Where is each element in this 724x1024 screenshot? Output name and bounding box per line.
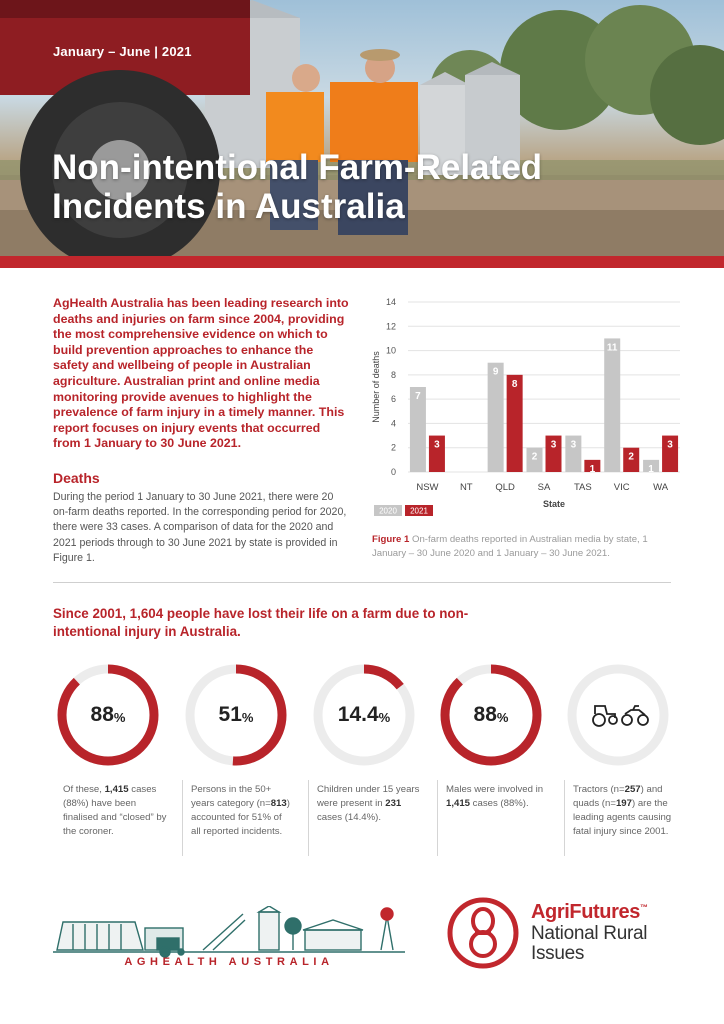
stat-unit: % <box>113 709 126 725</box>
aghealth-wordmark: AGHEALTH AUSTRALIA <box>124 956 334 968</box>
section-divider <box>53 582 671 583</box>
stat-number: 51 <box>218 703 242 726</box>
bar-value-label: 3 <box>550 439 557 451</box>
stat-text-part: Of these, <box>63 784 105 795</box>
x-axis-label: State <box>542 499 566 509</box>
stat-description <box>317 783 421 825</box>
bar-value-label: 3 <box>667 439 673 451</box>
stat-divider <box>308 780 309 856</box>
stat-ring-3 <box>311 662 417 768</box>
intro-paragraph: AgHealth Australia has been leading research into deaths and injuries on farm since 2004, providing the most comprehensive evidence on which to build prevention approaches to enhance the safety and wellbeing of people in Australian agriculture. Australian print and online media monitoring provide avenues to highlight the prevalence of farm injury in a timely manner. This report focuses on injury events that occurred from 1 January to 30 June 2021. <box>53 296 349 451</box>
x-tick-label: SA <box>537 482 551 493</box>
deaths-by-state-chart <box>370 292 690 524</box>
deaths-body: During the period 1 January to 30 June 2021, there were 20 on-farm deaths reported. In the corresponding period for 2020, there were 33 cases. A comparison of data for the 2020 and 2021 periods through to 30 June 2021 by state is provided in Figure 1. <box>53 491 347 564</box>
stat-text-part: ) and quads (n= <box>573 784 663 809</box>
stat-text-part: cases (88%) have been finalised and “closed” by the coroner. <box>63 784 167 837</box>
stat-value <box>311 662 417 768</box>
stat-divider <box>564 780 565 856</box>
legend-label-2020: 2020 <box>379 506 397 516</box>
figure-caption-text: On-farm deaths reported in Australian media by state, 1 January – 30 June 2020 and 1 January – 30 June 2021. <box>372 534 648 559</box>
stat-text-part: ) are the leading agents causing fatal injury since 2001. <box>573 798 672 837</box>
page-title: Non-intentional Farm-Related Incidents in Australia <box>52 148 543 226</box>
bar-2020-qld <box>488 363 504 472</box>
stat-text-part: cases (14.4%). <box>317 812 381 823</box>
stat-text-part: Children under 15 years were present in <box>317 784 420 809</box>
accent-band <box>0 256 724 268</box>
stat-divider <box>437 780 438 856</box>
bar-value-label: 9 <box>492 366 499 378</box>
stat-description <box>191 783 291 839</box>
agrifutures-subtitle-line1: National Rural <box>531 923 648 944</box>
stat-description <box>573 783 673 839</box>
x-tick-label: NT <box>459 482 473 493</box>
stat-number: 88 <box>473 703 497 726</box>
stat-number: 14.4 <box>337 703 379 726</box>
agrifutures-name: AgriFutures <box>531 901 640 923</box>
y-axis-label: Number of deaths <box>371 351 381 423</box>
x-tick-label: TAS <box>573 482 592 493</box>
x-tick-label: QLD <box>495 482 515 493</box>
stat-count: 1,415 <box>104 784 129 795</box>
bar-value-label: 2 <box>628 451 634 463</box>
y-tick-label: 12 <box>385 321 396 332</box>
y-tick-label: 8 <box>390 369 396 380</box>
stat-count: 197 <box>615 798 632 809</box>
stat-value <box>183 662 289 768</box>
stat-count: 231 <box>385 798 402 809</box>
bar-value-label: 11 <box>606 342 618 354</box>
hero-banner <box>0 0 724 256</box>
bar-value-label: 1 <box>648 463 654 475</box>
stat-description <box>63 783 167 839</box>
stat-text-part: Males were involved in <box>446 784 544 795</box>
stat-ring-4 <box>438 662 544 768</box>
stat-unit: % <box>496 709 509 725</box>
agrifutures-wordmark <box>531 901 648 924</box>
stat-value <box>55 662 161 768</box>
bar-value-label: 2 <box>531 451 538 463</box>
tractor-quad-icon <box>593 706 648 726</box>
legend-label-2021: 2021 <box>410 506 428 516</box>
bar-2020-vic <box>604 338 620 472</box>
trademark-symbol: ™ <box>639 903 648 912</box>
x-tick-label: NSW <box>416 482 439 493</box>
bar-value-label: 8 <box>511 378 518 390</box>
stat-unit: % <box>241 709 254 725</box>
stat-count: 813 <box>270 798 287 809</box>
stat-divider <box>182 780 183 856</box>
bar-value-label: 3 <box>570 439 577 451</box>
stat-count: 1,415 <box>446 798 471 809</box>
ring-track <box>572 669 664 761</box>
bar-value-label: 1 <box>589 463 596 475</box>
figure-label: Figure 1 <box>372 534 410 545</box>
x-tick-label: VIC <box>613 482 630 493</box>
agrifutures-emblem-icon <box>447 897 519 969</box>
stat-value <box>438 662 544 768</box>
stat-text-part: Tractors (n= <box>573 784 625 795</box>
ring-chart <box>565 662 671 768</box>
y-tick-label: 10 <box>385 345 396 356</box>
stats-heading: Since 2001, 1,604 people have lost their life on a farm due to non-intentional injury in Australia. <box>53 606 469 639</box>
x-tick-label: WA <box>653 482 669 493</box>
stat-description <box>446 783 552 811</box>
y-tick-label: 4 <box>390 418 396 429</box>
figure-caption <box>372 533 662 561</box>
y-tick-label: 14 <box>385 297 396 307</box>
stat-ring-5 <box>565 662 671 768</box>
stat-count: 257 <box>624 784 641 795</box>
stat-ring-2 <box>183 662 289 768</box>
stat-text-part: ) accounted for 51% of all reported incidents. <box>191 798 290 837</box>
stat-ring-1 <box>55 662 161 768</box>
agrifutures-subtitle-line2: Issues <box>531 943 585 964</box>
y-tick-label: 2 <box>390 442 396 453</box>
stat-unit: % <box>378 709 391 725</box>
y-tick-label: 0 <box>390 467 396 477</box>
deaths-heading: Deaths <box>53 470 100 486</box>
bar-value-label: 3 <box>434 439 440 451</box>
stat-number: 88 <box>90 703 114 726</box>
report-period: January – June | 2021 <box>53 44 192 59</box>
bar-value-label: 7 <box>415 391 421 402</box>
stat-text-part: cases (88%). <box>470 798 529 809</box>
stat-text-part: Persons in the 50+ years category (n= <box>191 784 272 809</box>
y-tick-label: 6 <box>390 394 396 405</box>
